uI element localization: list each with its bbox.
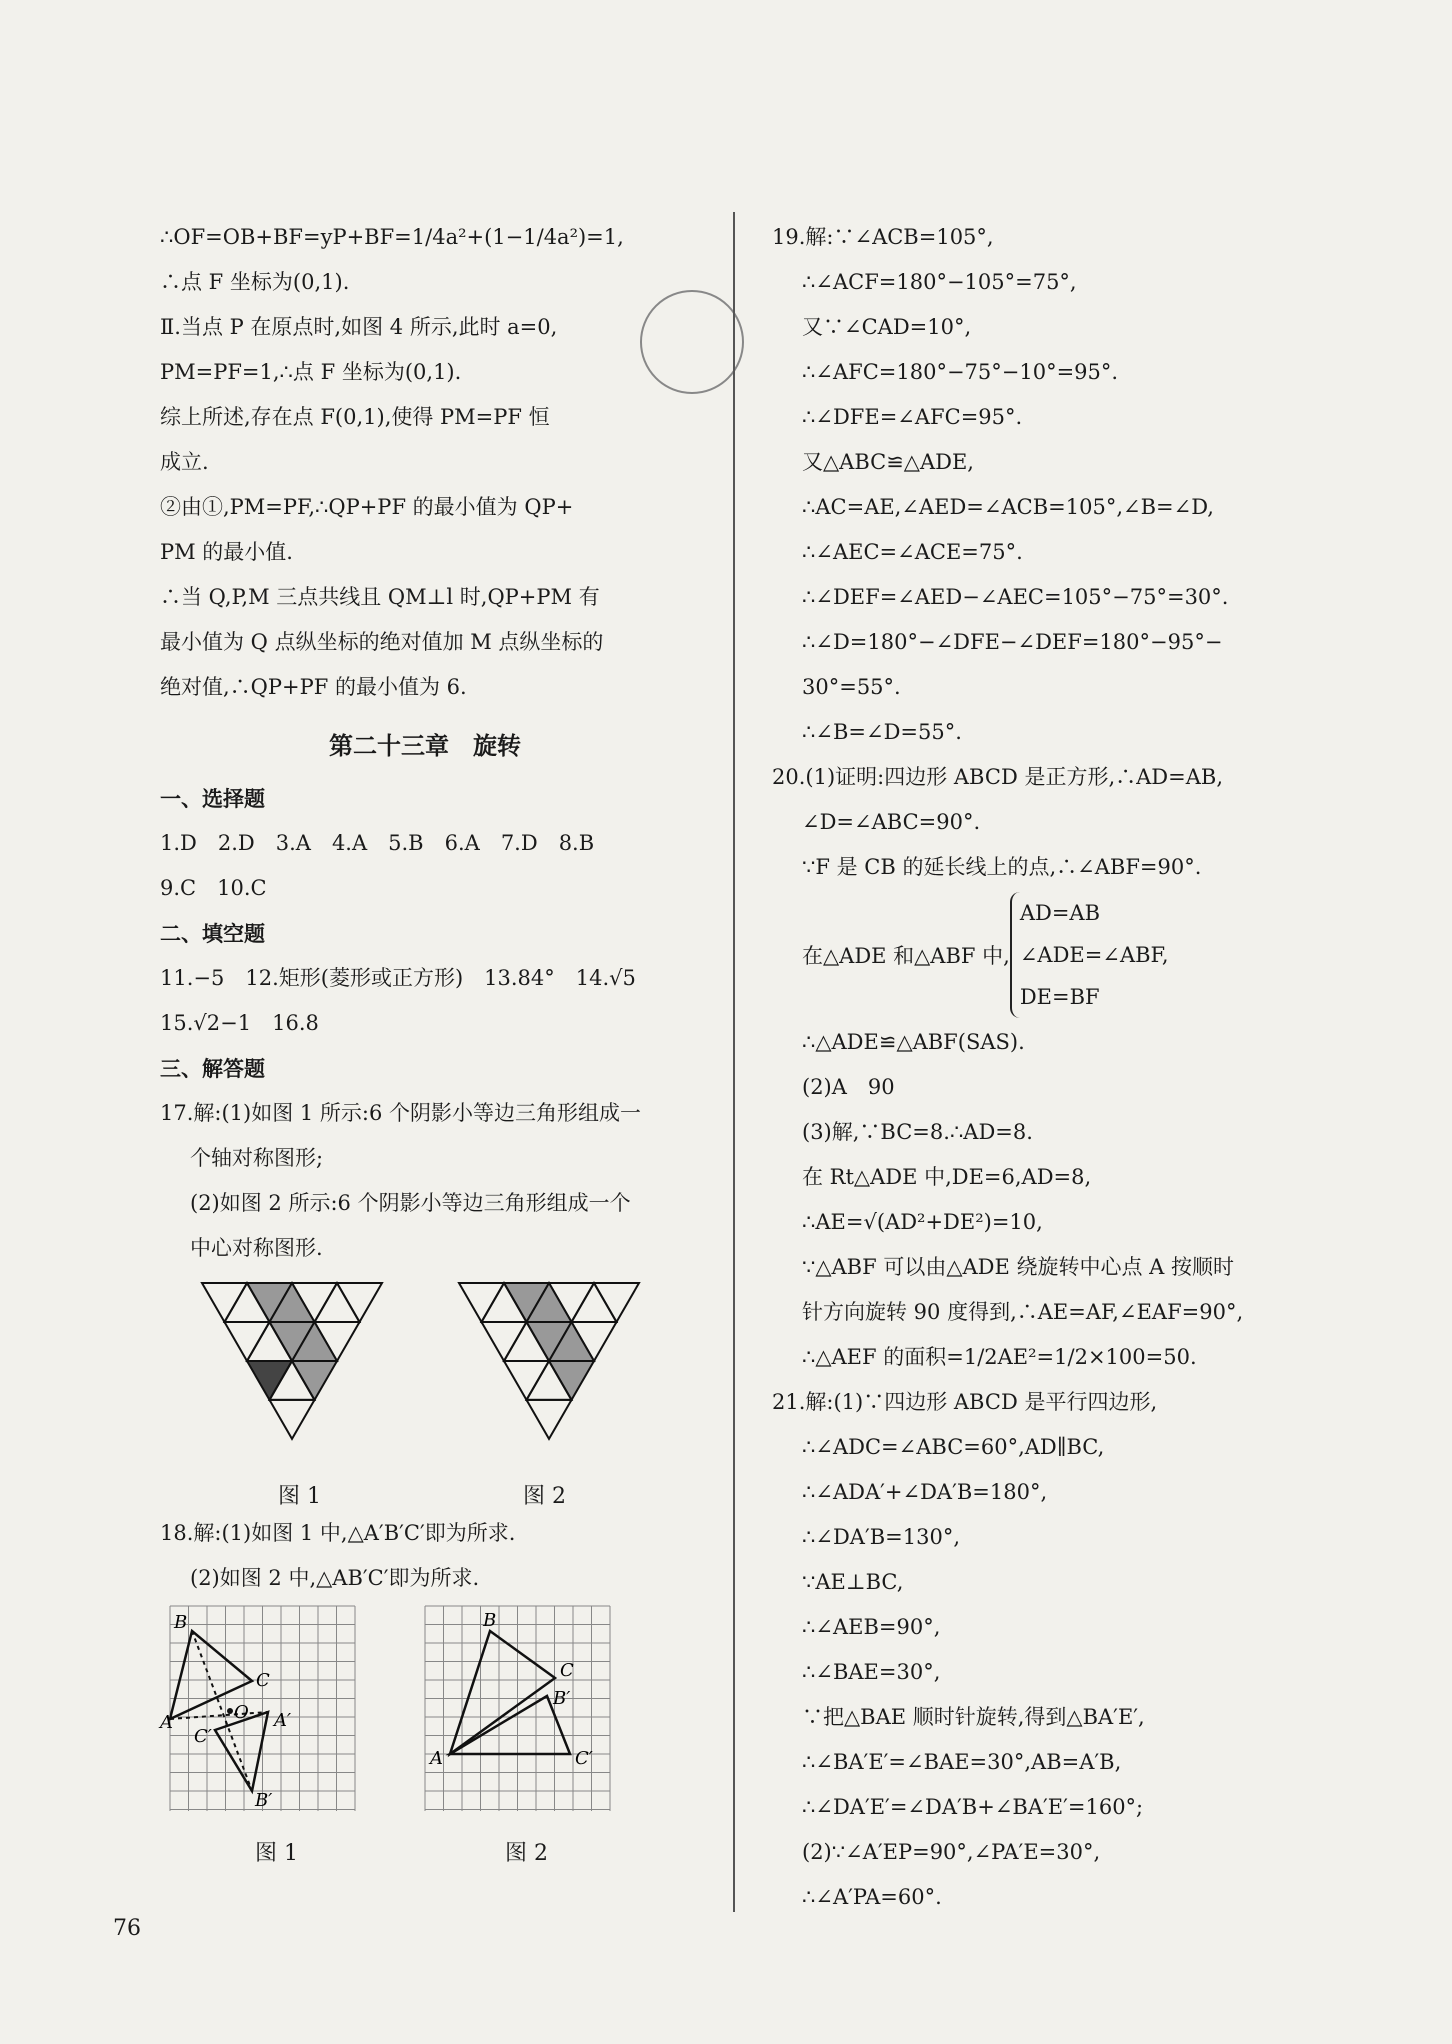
text-line: ∴∠DEF=∠AED−∠AEC=105°−75°=30°. [802,585,1229,609]
point-label: C′ [194,1726,212,1747]
text-line: ∴∠DFE=∠AFC=95°. [802,405,1023,429]
small-triangle [337,1283,382,1322]
grid-lines [425,1606,610,1811]
figure-caption: 图 1 [255,1841,298,1866]
text-line: ∴∠DA′E′=∠DA′B+∠BA′E′=160°; [802,1795,1144,1819]
condition: AD=AB [1019,901,1101,925]
text-line: 成立. [160,450,209,474]
text-line: ∴∠D=180°−∠DFE−∠DEF=180°−95°− [802,630,1223,654]
point-label: B′ [553,1688,571,1709]
point-label: A [160,1712,173,1733]
text-line: ∵△ABF 可以由△ADE 绕旋转中心点 A 按顺时 [802,1255,1235,1279]
text-line: 针方向旋转 90 度得到,∴AE=AF,∠EAF=90°, [802,1300,1244,1324]
text-line: (3)解,∵BC=8.∴AD=8. [802,1120,1033,1144]
answer-line: 1.D 2.D 3.A 4.A 5.B 6.A 7.D 8.B [160,831,595,855]
section-heading: 一、选择题 [160,786,265,811]
text-line: 最小值为 Q 点纵坐标的绝对值加 M 点纵坐标的 [160,630,604,654]
point-label: C [560,1660,574,1681]
small-triangle [549,1361,594,1400]
text-line: ∴∠B=∠D=55°. [802,720,962,744]
point-label: B [174,1612,188,1633]
text-line: 19.解:∵∠ACB=105°, [772,225,994,249]
text-line: 在△ADE 和△ABF 中, [802,944,1010,968]
chapter-title: 第二十三章 旋转 [329,731,521,760]
text-line: ∴当 Q,P,M 三点共线且 QM⊥l 时,QP+PM 有 [160,585,600,609]
answer-line: 11.−5 12.矩形(菱形或正方形) 13.84° 14.√5 [160,966,636,990]
small-triangle [270,1400,315,1439]
text-line: ∴AE=√(AD²+DE²)=10, [802,1210,1043,1234]
text-line: ∴∠AEC=∠ACE=75°. [802,540,1023,564]
triangle-grid-figure-2 [457,1281,642,1466]
text-line: 30°=55°. [802,675,901,699]
text-line: 又△ABC≌△ADE, [802,450,974,474]
brace-conditions [1010,892,1169,1018]
small-triangle [202,1283,247,1322]
text-line: (2)如图 2 所示:6 个阴影小等边三角形组成一个 [190,1191,631,1215]
triangle-ab1c1 [450,1696,570,1754]
center-point-o [227,1708,233,1714]
column-divider [733,212,735,1912]
triangle-a1b1c1 [215,1712,268,1791]
triangle-figures [160,1271,690,1511]
text-line: ∴∠BA′E′=∠BAE=30°,AB=A′B, [802,1750,1122,1774]
small-triangle [527,1400,572,1439]
grid-figures [160,1601,690,1866]
grid-figure-1 [160,1606,390,1836]
text-line: ∴OF=OB+BF=yP+BF=1/4a²+(1−1/4a²)=1, [160,225,624,249]
text-line: PM 的最小值. [160,540,293,564]
point-label: A′ [274,1710,292,1731]
triangle-grid-figure-1 [200,1281,385,1466]
text-line: PM=PF=1,∴点 F 坐标为(0,1). [160,360,462,384]
point-label: C′ [575,1748,593,1769]
small-triangle [594,1283,639,1322]
text-line: Ⅱ.当点 P 在原点时,如图 4 所示,此时 a=0, [160,315,558,339]
section-heading: 二、填空题 [160,921,265,946]
text-line: ∠D=∠ABC=90°. [802,810,981,834]
small-triangle [572,1283,617,1322]
small-triangle [459,1283,504,1322]
text-line: ∴△AEF 的面积=1/2AE²=1/2×100=50. [802,1345,1197,1369]
text-line: (2)如图 2 中,△AB′C′即为所求. [190,1566,480,1590]
text-line: 中心对称图形. [190,1236,323,1260]
small-triangle [247,1361,292,1400]
right-column [772,215,1352,1920]
text-line: ②由①,PM=PF,∴QP+PF 的最小值为 QP+ [160,495,574,519]
text-line: ∴∠AFC=180°−75°−10°=95°. [802,360,1119,384]
page-number: 76 [113,1916,141,1941]
point-label: O [234,1702,249,1723]
text-line: ∴∠ACF=180°−105°=75°, [802,270,1077,294]
grid-figure-2 [425,1606,645,1836]
text-line: 18.解:(1)如图 1 中,△A′B′C′即为所求. [160,1521,516,1545]
text-line: (2)∵∠A′EP=90°,∠PA′E=30°, [802,1840,1101,1864]
text-line: 21.解:(1)∵四边形 ABCD 是平行四边形, [772,1390,1158,1414]
left-column [160,215,690,1866]
point-label: B [483,1610,497,1631]
text-line: ∴△ADE≌△ABF(SAS). [802,1030,1025,1054]
text-line: ∴∠A′PA=60°. [802,1885,942,1909]
point-label: A [430,1748,443,1769]
text-line: ∴点 F 坐标为(0,1). [160,270,350,294]
point-label: C [256,1670,270,1691]
text-line: 绝对值,∴QP+PF 的最小值为 6. [160,675,467,699]
text-line: ∴AC=AE,∠AED=∠ACB=105°,∠B=∠D, [802,495,1214,519]
text-line: ∴∠ADC=∠ABC=60°,AD∥BC, [802,1435,1105,1459]
text-line: 在 Rt△ADE 中,DE=6,AD=8, [802,1165,1092,1189]
small-triangle [292,1361,337,1400]
condition: ∠ADE=∠ABF, [1019,943,1169,967]
figure-caption: 图 1 [278,1484,321,1509]
text-line: ∴∠DA′B=130°, [802,1525,961,1549]
text-line: ∴∠AEB=90°, [802,1615,941,1639]
answer-line: 15.√2−1 16.8 [160,1011,319,1035]
figure-caption: 图 2 [505,1841,548,1866]
answer-line: 9.C 10.C [160,876,267,900]
text-line: 17.解:(1)如图 1 所示:6 个阴影小等边三角形组成一 [160,1101,642,1125]
figure-caption: 图 2 [523,1484,566,1509]
condition: DE=BF [1019,985,1100,1009]
text-line: ∴∠BAE=30°, [802,1660,941,1684]
point-label: B′ [255,1790,273,1811]
small-triangle [482,1322,527,1361]
text-line: 个轴对称图形; [190,1146,324,1170]
small-triangle [504,1361,549,1400]
text-line: 综上所述,存在点 F(0,1),使得 PM=PF 恒 [160,405,550,429]
text-line: ∵把△BAE 顺时针旋转,得到△BA′E′, [802,1705,1145,1729]
text-line: ∴∠ADA′+∠DA′B=180°, [802,1480,1048,1504]
small-triangle [315,1283,360,1322]
text-line: ∵F 是 CB 的延长线上的点,∴∠ABF=90°. [802,855,1202,879]
text-line: 20.(1)证明:四边形 ABCD 是正方形,∴AD=AB, [772,765,1224,789]
section-heading: 三、解答题 [160,1056,265,1081]
text-line: ∵AE⊥BC, [802,1570,904,1594]
text-line: (2)A 90 [802,1075,895,1099]
text-line: 又∵∠CAD=10°, [802,315,972,339]
small-triangle [225,1322,270,1361]
congruence-system [772,890,1352,1020]
